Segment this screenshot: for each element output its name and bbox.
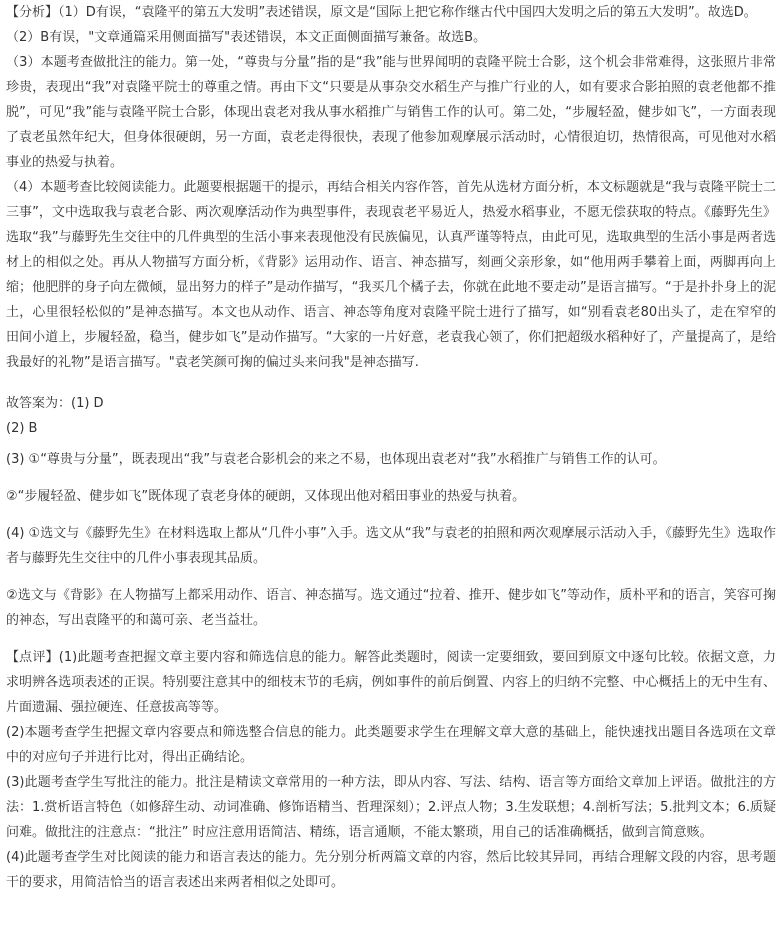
comment-paragraph-1 <box>6 645 776 720</box>
analysis-paragraph-2: （2）B有误，"文章通篇采用侧面描写"表述错误，本文正面侧面描写兼备。故选B。 <box>6 30 487 45</box>
comment-item-1-text: (1)此题考查把握文章主要内容和筛选信息的能力。解答此类题时，阅读一定要细致，要回到原文中逐句比较。依据文意，力求明辨各选项表述的正误。特别要注意其中的细枝末节的毛病，例如事件的前后倒置、内容上的归纳不完整、中心概括上的无中生有、片面遗漏、强拉硬连、任意拔高等等。 <box>6 650 776 715</box>
answer-line-3-2: ②“步履轻盈、健步如飞”既体现了袁老身体的硬朗，又体现出他对稻田事业的热爱与执着。 <box>6 489 526 504</box>
answer-section <box>6 391 776 633</box>
answer-line-4-2: ②选文与《背影》在人物描写上都采用动作、语言、神态描写。选文通过“拉着、推开、健步如飞”等动作，质朴平和的语言，笑容可掬的神态，写出袁隆平的和蔼可亲、老当益壮。 <box>6 588 776 628</box>
comment-paragraph-4: (4)此题考查学生对比阅读的能力和语言表达的能力。先分别分析两篇文章的内容，然后比较其异同，再结合理解文段的内容，思考题干的要求，用简洁恰当的语言表述出来两者相似之处即可。 <box>6 850 776 890</box>
analysis-tag: 【分析】 <box>6 5 59 20</box>
comment-paragraph-3: (3)此题考查学生写批注的能力。批注是精读文章常用的一种方法，即从内容、写法、结构、语言等方面给文章加上评语。做批注的方法：1.赏析语言特色（如修辞生动、动词准确、修饰语精当、哲理深刻）；2.评点人物；3.生发联想；4.剖析写法；5.批判文本；6.质疑问难。做批注的注意点：“批注” 时应注意用语简洁、精练，语言通顺，不能太繁琐，用自己的话准确概括，做到言简意赅。 <box>6 775 776 840</box>
answer-line-1: 故答案为：(1) D <box>6 396 104 411</box>
analysis-section <box>6 0 776 375</box>
comment-tag: 【点评】 <box>6 650 59 665</box>
analysis-paragraph-3: （3）本题考查做批注的能力。第一处，“尊贵与分量”指的是“我”能与世界闻明的袁隆平院士合影，这个机会非常难得，这张照片非常珍贵，表现出“我”对袁隆平院士的尊重之情。再由下文“只要是从事杂交水稻生产与推广行业的人，如有要求合影拍照的袁老他都不推脱”，可见“我”能与袁隆平院士合影，体现出袁老对我从事水稻推广与销售工作的认可。第二处，“步履轻盈，健步如飞”，一方面表现了袁老虽然年纪大，但身体很硬朗，另一方面，袁老走得很快，表现了他参加观摩展示活动时，心情很迫切，热情很高，可见他对水稻事业的热爱与执着。 <box>6 55 776 170</box>
analysis-paragraph-1 <box>6 0 776 25</box>
comment-section <box>6 645 776 895</box>
analysis-paragraph-4: （4）本题考查比较阅读能力。此题要根据题干的提示，再结合相关内容作答，首先从选材方面分析，本文标题就是“我与袁隆平院士二三事”，文中选取我与袁老合影、两次观摩活动作为典型事件，表现袁老平易近人，热爱水稻事业，不愿无偿获取的特点。《藤野先生》选取“我”与藤野先生交往中的几件典型的生活小事来表现他没有民族偏见，认真严谨等特点，由此可见，选取典型的生活小事是两者选材上的相似之处。再从人物描写方面分析，《背影》运用动作、语言、神态描写，刻画父亲形象，如“他用两手攀着上面，两脚再向上缩；他肥胖的身子向左微倾，显出努力的样子”是动作描写，“我买几个橘子去，你就在此地不要走动”是语言描写。“于是扑扑身上的泥土，心里很轻松似的”是神态描写。本文也从动作、语言、神态等角度对袁隆平院士进行了描写，如“别看袁老80出头了，走在窄窄的田间小道上，步履轻盈，稳当，健步如飞”是动作描写。“大家的一片好意，老袁我心领了，你们把超级水稻种好了，产量提高了，是给我最好的礼物”是语言描写。"袁老笑颜可掬的偏过头来问我"是神态描写. <box>6 180 776 370</box>
comment-paragraph-2: (2)本题考查学生把握文章内容要点和筛选整合信息的能力。此类题要求学生在理解文章大意的基础上，能快速找出题目各选项在文章中的对应句子并进行比对，得出正确结论。 <box>6 725 776 765</box>
answer-line-4-1: (4) ①选文与《藤野先生》在材料选取上都从“几件小事”入手。选文从“我”与袁老的拍照和两次观摩展示活动入手，《藤野先生》选取作者与藤野先生交往中的几件小事表现其品质。 <box>6 526 776 566</box>
analysis-item-1-text: （1）D有误，“袁隆平的第五大发明”表述错误，原文是“国际上把它称作继古代中国四大发明之后的第五大发明”。故选D。 <box>58 5 757 20</box>
answer-line-2: (2) B <box>6 421 38 436</box>
answer-line-3-1: (3) ①“尊贵与分量”，既表现出“我”与袁老合影机会的来之不易，也体现出袁老对“我”水稻推广与销售工作的认可。 <box>6 452 666 467</box>
